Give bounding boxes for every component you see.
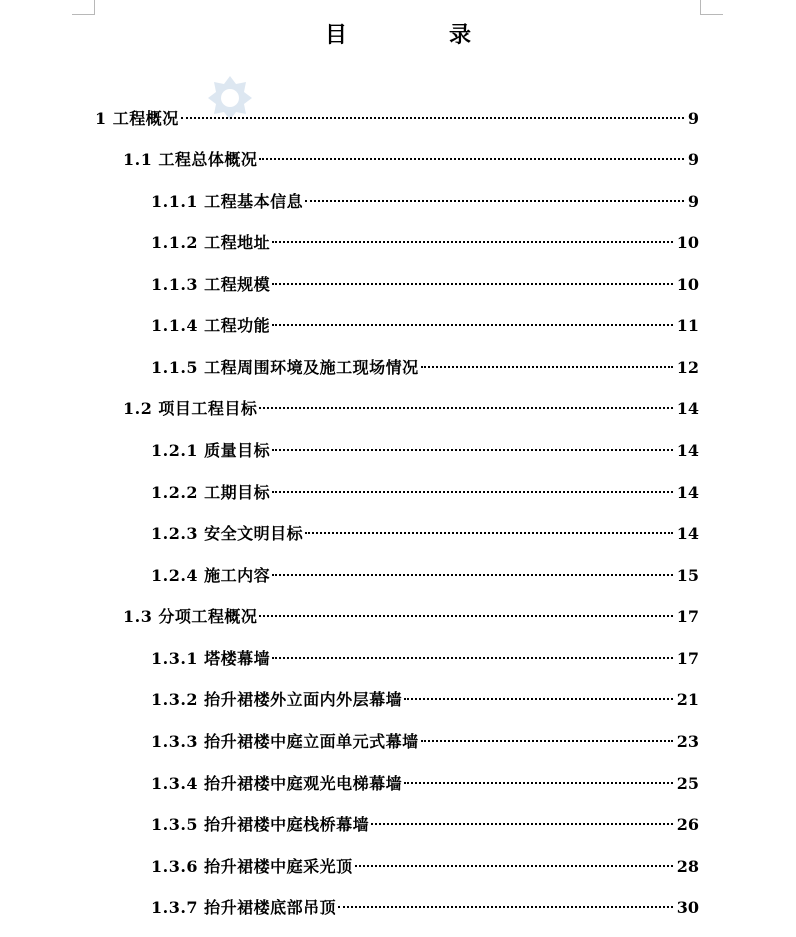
toc-entry-text: 1.3.6 抬升裙楼中庭采光顶 xyxy=(151,857,353,876)
toc-entry[interactable] xyxy=(151,731,699,753)
toc-entry-text: 1.2 项目工程目标 xyxy=(123,399,258,418)
toc-dot-leader xyxy=(371,823,673,825)
toc-entry-text: 1.2.1 质量目标 xyxy=(151,441,271,460)
toc-entry-text: 1.3.3 抬升裙楼中庭立面单元式幕墙 xyxy=(151,732,419,751)
toc-entry-text: 1.2.4 施工内容 xyxy=(151,566,271,585)
toc-entry[interactable] xyxy=(151,773,699,795)
toc-dot-leader xyxy=(421,366,673,368)
toc-page-number: 10 xyxy=(676,275,699,294)
toc-entry-text: 1.3.5 抬升裙楼中庭栈桥幕墙 xyxy=(151,815,370,834)
toc-entry[interactable] xyxy=(151,565,699,587)
toc-entry-text: 1.3.2 抬升裙楼外立面内外层幕墙 xyxy=(151,690,403,709)
toc-dot-leader xyxy=(181,117,684,119)
toc-dot-leader xyxy=(404,782,673,784)
toc-page-number: 28 xyxy=(676,857,699,876)
toc-entry-text: 1.2.3 安全文明目标 xyxy=(151,524,304,543)
toc-page-number: 17 xyxy=(676,607,699,626)
toc-page-number: 14 xyxy=(676,483,699,502)
toc-entry[interactable] xyxy=(123,149,699,171)
toc-entry[interactable] xyxy=(151,689,699,711)
toc-page-number: 10 xyxy=(676,233,699,252)
toc-dot-leader xyxy=(272,241,673,243)
toc-page-number: 26 xyxy=(676,815,699,834)
toc-dot-leader xyxy=(272,574,673,576)
toc-entry[interactable] xyxy=(151,523,699,545)
toc-dot-leader xyxy=(272,491,673,493)
toc-page-number: 14 xyxy=(676,399,699,418)
toc-entry-text: 1.1.2 工程地址 xyxy=(151,233,271,252)
toc-dot-leader xyxy=(272,449,673,451)
toc-dot-leader xyxy=(272,324,673,326)
toc-page-number: 9 xyxy=(687,109,699,128)
page-corner-mark-top-left xyxy=(72,0,95,15)
toc-entry[interactable] xyxy=(151,482,699,504)
toc-dot-leader xyxy=(259,407,672,409)
toc-dot-leader xyxy=(355,865,673,867)
toc-entry[interactable] xyxy=(151,274,699,296)
toc-dot-leader xyxy=(305,200,684,202)
toc-entry[interactable] xyxy=(123,606,699,628)
toc-dot-leader xyxy=(404,698,673,700)
toc-page-number: 12 xyxy=(676,358,699,377)
toc-page-number: 11 xyxy=(676,316,699,335)
toc-dot-leader xyxy=(421,740,673,742)
toc-page-number: 9 xyxy=(687,192,699,211)
toc-entry[interactable] xyxy=(151,648,699,670)
toc-entry-text: 1.3 分项工程概况 xyxy=(123,607,258,626)
toc-dot-leader xyxy=(272,283,673,285)
toc-entry-text: 1.1.5 工程周围环境及施工现场情况 xyxy=(151,358,419,377)
toc-page-number: 15 xyxy=(676,566,699,585)
toc-entry[interactable] xyxy=(151,814,699,836)
toc-entry-text: 1.3.7 抬升裙楼底部吊顶 xyxy=(151,898,337,917)
toc-entry[interactable] xyxy=(151,315,699,337)
page-title: 目 录 xyxy=(324,22,511,48)
toc-page-number: 9 xyxy=(687,150,699,169)
toc-entry-text: 1.3.4 抬升裙楼中庭观光电梯幕墙 xyxy=(151,774,403,793)
toc-page-number: 14 xyxy=(676,524,699,543)
toc-entry-text: 1.1.1 工程基本信息 xyxy=(151,192,304,211)
toc-page-number: 30 xyxy=(676,898,699,917)
toc-dot-leader xyxy=(305,532,673,534)
toc-page-number: 14 xyxy=(676,441,699,460)
toc-entry[interactable] xyxy=(95,108,699,130)
toc-entry[interactable] xyxy=(151,191,699,213)
toc-dot-leader xyxy=(338,906,673,908)
toc-entry[interactable] xyxy=(151,357,699,379)
toc-entry[interactable] xyxy=(123,398,699,420)
toc-dot-leader xyxy=(259,158,683,160)
toc-entry-text: 1 工程概况 xyxy=(95,109,179,128)
toc-page-number: 17 xyxy=(676,649,699,668)
toc-entry-text: 1.2.2 工期目标 xyxy=(151,483,271,502)
toc-page-number: 23 xyxy=(676,732,699,751)
toc-entry[interactable] xyxy=(151,856,699,878)
page-corner-mark-top-right xyxy=(700,0,723,15)
toc-dot-leader xyxy=(272,657,673,659)
toc-entry-text: 1.1 工程总体概况 xyxy=(123,150,258,169)
toc-entry-text: 1.1.3 工程规模 xyxy=(151,275,271,294)
toc-page-number: 25 xyxy=(676,774,699,793)
toc-dot-leader xyxy=(259,615,672,617)
toc-entry-text: 1.3.1 塔楼幕墙 xyxy=(151,649,271,668)
toc-page-number: 21 xyxy=(676,690,699,709)
toc-entry-text: 1.1.4 工程功能 xyxy=(151,316,271,335)
toc-entry[interactable] xyxy=(151,232,699,254)
toc-entry[interactable] xyxy=(151,440,699,462)
toc-entry[interactable] xyxy=(151,897,699,919)
